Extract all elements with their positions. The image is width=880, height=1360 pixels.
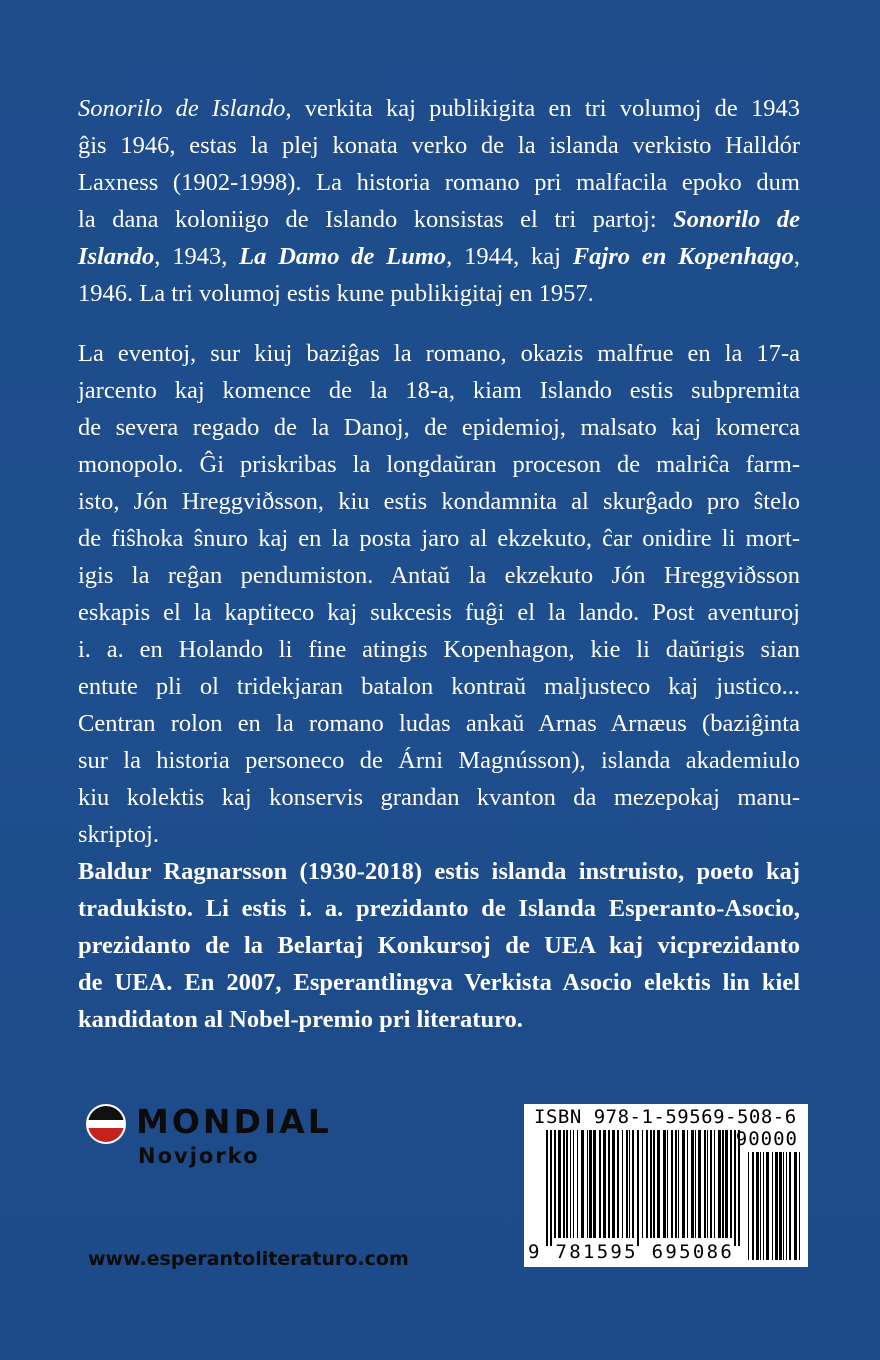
text-line: igis la reĝan pendumiston. Antaŭ la ekzekuto Jón Hreggviðsson	[78, 562, 800, 589]
barcode-bar	[637, 1130, 639, 1246]
barcode-bar	[710, 1130, 712, 1238]
italic-title: Sonorilo de	[673, 206, 800, 233]
barcode-bar	[704, 1130, 706, 1238]
text-line: entute pli ol tridekjaran batalon kontraŭ maljusteco kaj justico...	[78, 673, 800, 700]
barcode-bar	[671, 1130, 673, 1238]
barcode-bar	[554, 1130, 556, 1238]
barcode-bar	[617, 1130, 619, 1238]
barcode-bar	[783, 1152, 784, 1260]
barcode-bar	[612, 1130, 615, 1238]
isbn-barcode	[524, 1104, 808, 1267]
text-line: jarcento kaj komence de la 18-a, kiam Islando estis subpremita	[78, 377, 800, 404]
mondial-logo-icon	[86, 1104, 126, 1144]
barcode-bar	[698, 1130, 701, 1238]
text-span: , 1943,	[154, 243, 240, 270]
barcode-bar	[752, 1152, 754, 1260]
synopsis-paragraph	[78, 90, 800, 312]
barcode-bar	[587, 1130, 588, 1238]
barcode-bar	[725, 1130, 728, 1238]
barcode-bar	[650, 1130, 652, 1238]
website-url: www.esperantoliteraturo.com	[88, 1248, 409, 1270]
barcode-bar	[794, 1152, 797, 1260]
publisher-name: MONDIAL	[136, 1102, 332, 1141]
text-line	[78, 90, 800, 127]
text-line: i. a. en Holando li fine atingis Kopenhagon, kie li daŭrigis sian	[78, 636, 800, 663]
barcode-bar	[766, 1152, 769, 1260]
text-line: kiu kolektis kaj konservis grandan kvanton da mezepokaj manu-	[78, 784, 800, 811]
barcode-bar	[682, 1130, 685, 1238]
barcode-bar	[687, 1130, 688, 1238]
barcode-bar	[756, 1152, 759, 1260]
barcode-bar	[629, 1130, 630, 1238]
barcode-bar	[546, 1130, 548, 1246]
barcode-bar	[626, 1130, 628, 1238]
barcode-bar	[603, 1130, 606, 1238]
barcode-bar	[678, 1130, 679, 1238]
barcode-bar	[718, 1130, 721, 1238]
barcode-bar	[789, 1152, 791, 1260]
plot-paragraph	[78, 335, 800, 853]
text-line: kandidaton al Nobel-premio pri literaturo.	[78, 1006, 523, 1033]
barcode-addon-code: 90000	[735, 1128, 798, 1150]
text-line: Centran rolon en la romano ludas ankaŭ Arnas Arnæus (baziĝinta	[78, 710, 800, 737]
barcode-bar	[589, 1130, 592, 1238]
text-line: de severa regado de la Danoj, de epidemioj, malsato kaj komerca	[78, 414, 800, 441]
publisher-imprint	[86, 1102, 406, 1182]
text-span: , 1944, kaj	[446, 243, 573, 270]
barcode-bar	[550, 1130, 552, 1246]
text-span: , verkita kaj publikigita en tri volumoj de 1943	[285, 95, 800, 122]
barcode-bar	[786, 1152, 787, 1260]
barcode-bar	[663, 1130, 666, 1238]
text-line: Baldur Ragnarsson (1930-2018) estis islanda instruisto, poeto kaj	[78, 858, 800, 885]
text-line: de fiŝhoka ŝnuro kaj en la posta jaro al ekzekuto, ĉar onidire li mort-	[78, 525, 800, 552]
barcode-bar	[707, 1130, 708, 1238]
text-line: Laxness (1902-1998). La historia romano pri malfacila epoko dum	[78, 169, 800, 196]
text-span: ,	[793, 243, 800, 270]
barcode-bar	[642, 1130, 643, 1238]
text-span: la dana koloniigo de Islando konsistas el tri partoj:	[78, 206, 674, 233]
barcode-bar	[760, 1152, 761, 1260]
barcode-bar	[563, 1130, 565, 1238]
text-line: tradukisto. Li estis i. a. prezidanto de Islanda Esperanto-Asocio,	[78, 895, 800, 922]
barcode-bar	[763, 1152, 764, 1260]
text-line: skriptoj.	[78, 821, 159, 848]
barcode-bar	[695, 1130, 696, 1238]
barcode-bar	[570, 1130, 571, 1238]
text-line: La eventoj, sur kiuj baziĝas la romano, okazis malfrue en la 17-a	[78, 340, 800, 367]
text-line	[78, 238, 800, 275]
barcode-bar	[581, 1130, 584, 1238]
italic-title: Islando	[78, 243, 155, 270]
barcode-bar	[722, 1130, 724, 1238]
barcode-bar	[646, 1130, 648, 1238]
text-line: sur la historia personeco de Árni Magnússon), islanda akademiulo	[78, 747, 800, 774]
barcode-bar	[566, 1130, 568, 1238]
publisher-city: Novjorko	[138, 1144, 260, 1168]
barcode-bar	[608, 1130, 610, 1238]
italic-title: Fajro en Kopenhago	[572, 243, 794, 270]
barcode-bar	[799, 1152, 800, 1260]
text-line: 1946. La tri volumoj estis kune publikigitaj en 1957.	[78, 280, 594, 307]
barcode-bar	[657, 1130, 660, 1238]
italic-title: Sonorilo de Islando	[78, 95, 286, 122]
text-line: isto, Jón Hreggviðsson, kiu estis kondamnita al skurĝado pro ŝtelo	[78, 488, 800, 515]
barcode-bar	[667, 1130, 668, 1238]
barcode-bar	[779, 1152, 782, 1260]
barcode-bar	[691, 1130, 694, 1238]
barcode-bar	[593, 1130, 596, 1238]
barcode-bar	[653, 1130, 655, 1238]
barcode-bar	[748, 1152, 749, 1260]
barcode-bar	[577, 1130, 578, 1238]
isbn-label: ISBN 978-1-59569-508-6	[534, 1106, 797, 1128]
barcode-bar	[558, 1130, 561, 1238]
barcode-bar	[772, 1152, 773, 1260]
italic-title: La Damo de Lumo	[239, 243, 447, 270]
barcode-bar	[730, 1130, 732, 1238]
barcode-bar	[599, 1130, 601, 1238]
text-line: monopolo. Ĝi priskribas la longdaŭran proceson de malriĉa farm-	[78, 451, 800, 478]
barcode-bar	[622, 1130, 623, 1238]
barcode-bar	[675, 1130, 677, 1238]
text-line: de UEA. En 2007, Esperantlingva Verkista Asocio elektis lin kiel	[78, 969, 800, 996]
barcode-bar	[714, 1130, 715, 1238]
text-line	[78, 201, 800, 238]
ean-digits: 9 781595 695086	[528, 1241, 735, 1263]
translator-bio	[78, 853, 800, 1038]
barcode-bar	[632, 1130, 634, 1238]
barcode-bar	[573, 1130, 574, 1238]
text-line: prezidanto de la Belartaj Konkursoj de UEA kaj vicprezidanto	[78, 932, 800, 959]
barcode-bar	[775, 1152, 778, 1260]
text-line: ĝis 1946, estas la plej konata verko de la islanda verkisto Halldór	[78, 132, 800, 159]
text-line: eskapis el la kaptiteco kaj sukcesis fuĝi el la lando. Post aventuroj	[78, 599, 800, 626]
